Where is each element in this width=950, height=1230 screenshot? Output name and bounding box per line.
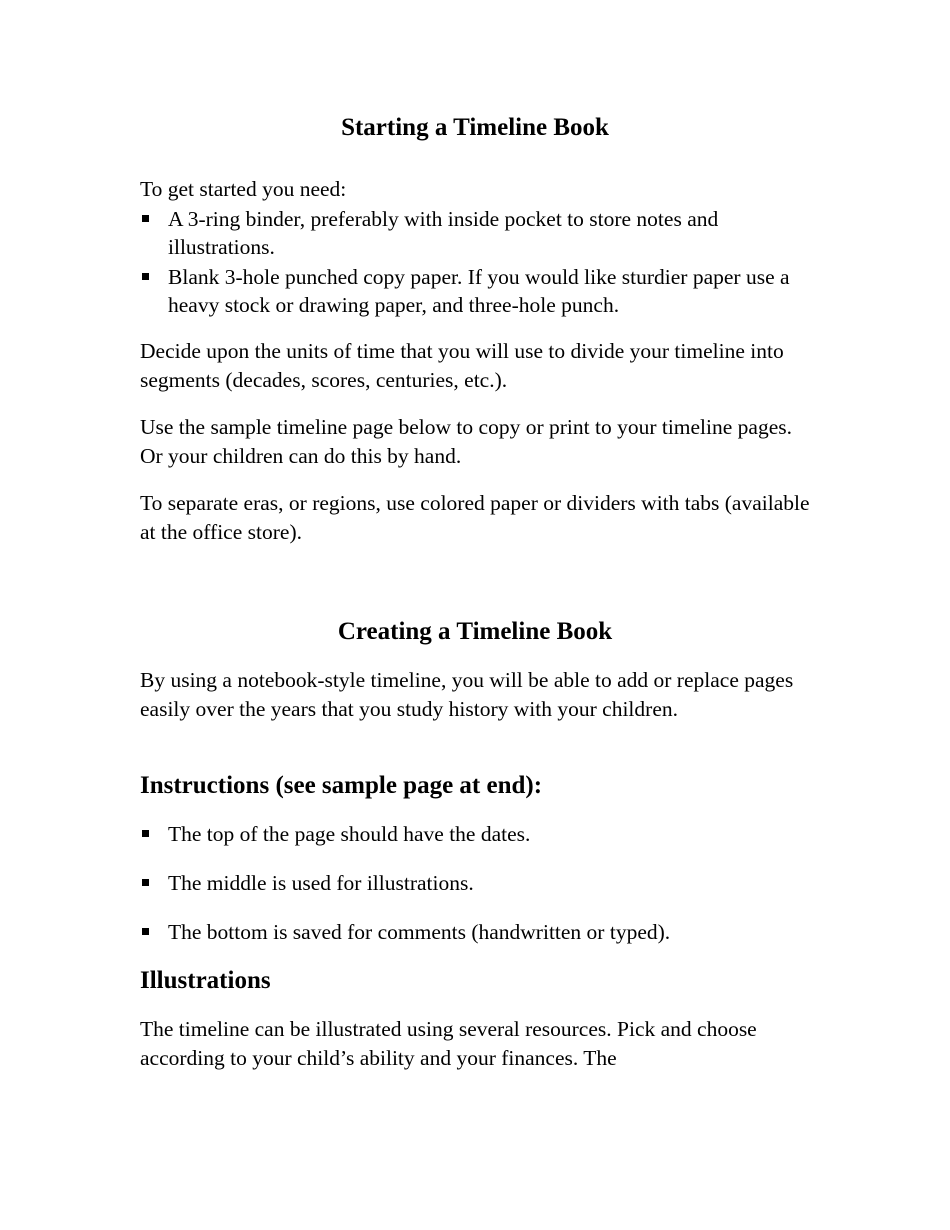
list-item-text: Blank 3-hole punched copy paper. If you would like sturdier paper use a heavy stock or drawing paper, and three-hole punch. xyxy=(168,265,790,317)
supplies-list xyxy=(140,205,820,319)
list-item xyxy=(140,820,820,848)
list-item xyxy=(140,205,820,261)
instructions-heading-label: Instructions xyxy=(140,772,270,799)
instructions-heading xyxy=(140,771,820,801)
instructions-heading-colon: : xyxy=(533,772,543,799)
list-item-text: The top of the page should have the dates. xyxy=(168,822,531,846)
square-bullet-icon xyxy=(142,928,149,935)
instructions-heading-note: (see sample page at end) xyxy=(269,772,534,799)
section-title-starting: Starting a Timeline Book xyxy=(341,114,609,141)
square-bullet-icon xyxy=(142,215,149,222)
notebook-paragraph: By using a notebook-style timeline, you will be able to add or replace pages easily over the years that you study history with your children. xyxy=(140,668,794,721)
list-item xyxy=(140,918,820,946)
list-item xyxy=(140,869,820,897)
list-item xyxy=(140,263,820,319)
illustrations-paragraph: The timeline can be illustrated using several resources. Pick and choose according to your child’s ability and your finances. The xyxy=(140,1017,757,1070)
sample-page-paragraph: Use the sample timeline page below to copy or print to your timeline pages. Or your children can do this by hand. xyxy=(140,415,793,468)
units-paragraph: Decide upon the units of time that you will use to divide your timeline into segments (decades, scores, centuries, etc.). xyxy=(140,339,784,392)
square-bullet-icon xyxy=(142,830,149,837)
intro-text: To get started you need: xyxy=(140,177,347,201)
section-title-creating: Creating a Timeline Book xyxy=(337,618,613,645)
instructions-list xyxy=(140,820,820,946)
square-bullet-icon xyxy=(142,273,149,280)
list-item-text: The bottom is saved for comments (handwritten or typed). xyxy=(168,920,671,944)
dividers-paragraph: To separate eras, or regions, use colored paper or dividers with tabs (available at the office store). xyxy=(140,491,810,544)
square-bullet-icon xyxy=(142,879,149,886)
list-item-text: The middle is used for illustrations. xyxy=(168,871,474,895)
illustrations-heading: Illustrations xyxy=(140,967,271,994)
list-item-text: A 3-ring binder, preferably with inside pocket to store notes and illustrations. xyxy=(168,207,719,259)
